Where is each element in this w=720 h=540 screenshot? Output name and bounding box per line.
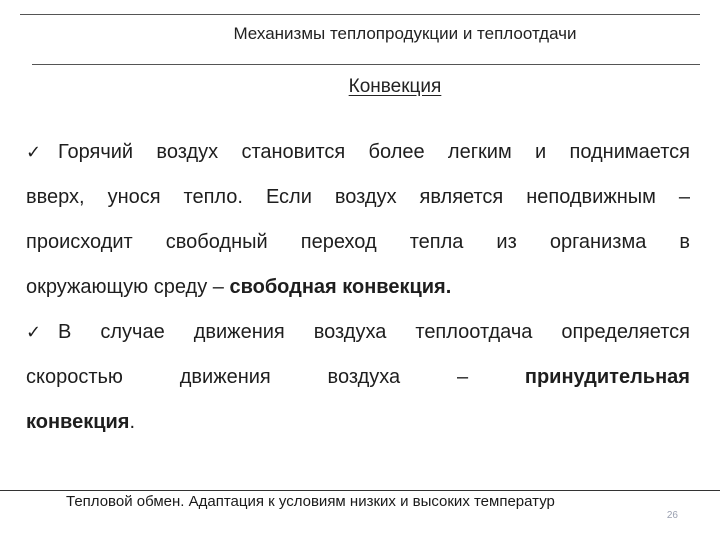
bullet-word: –	[456, 366, 469, 388]
bullet-line: происходит свободный переход тепла из организма в	[26, 231, 690, 253]
header-title: Механизмы теплопродукции и теплоотдачи	[233, 24, 577, 43]
bullet-line	[26, 130, 690, 175]
bullet-line	[26, 265, 690, 310]
section-title-text: Конвекция	[348, 76, 442, 97]
bullet-text: Горячий воздух становится более легким и поднимается	[58, 141, 690, 163]
bullet-line	[26, 310, 690, 355]
checkmark-icon: ✓	[26, 142, 42, 163]
header-bottom-rule	[32, 64, 700, 65]
bullet-word: движения	[179, 366, 271, 388]
bullet-list	[26, 130, 690, 445]
bullet-word: скоростью	[26, 366, 123, 388]
bullet-text: окружающую среду –	[26, 276, 230, 298]
bullet-line	[26, 355, 690, 400]
bullet-text: .	[129, 411, 136, 433]
bold-term: принудительная	[524, 366, 690, 388]
bullet-text: В случае движения воздуха теплоотдача определяется	[58, 321, 690, 343]
checkmark-icon: ✓	[26, 322, 42, 343]
footer-rule	[0, 490, 720, 491]
bullet-item	[26, 310, 690, 445]
bold-term: свободная конвекция.	[229, 276, 452, 298]
section-title	[0, 76, 720, 98]
bullet-line: вверх, унося тепло. Если воздух является неподвижным –	[26, 186, 690, 208]
bold-term: конвекция	[26, 411, 130, 433]
bullet-word: воздуха	[327, 366, 401, 388]
header-top-rule	[20, 14, 700, 15]
page-number: 26	[666, 510, 678, 521]
bullet-line	[26, 400, 690, 445]
bullet-item	[26, 130, 690, 310]
footer-text: Тепловой обмен. Адаптация к условиям низких и высоких температур	[66, 493, 555, 510]
